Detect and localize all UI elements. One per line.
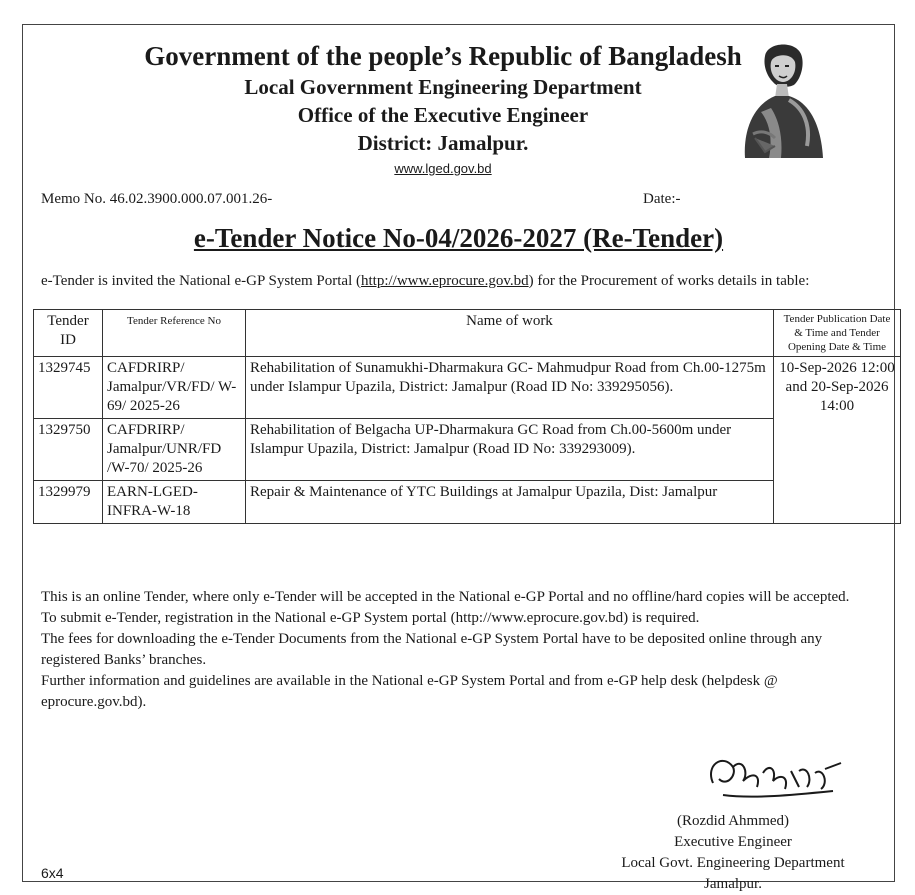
- signatory-name: (Rozdid Ahmmed): [676, 813, 790, 829]
- header-government: Government of the people’s Republic of Bangladesh: [144, 41, 742, 71]
- body-paragraph-online: This is an online Tender, where only e-Tender will be accepted in the National e-GP Portal and no offline/hard copies will be accepted.: [41, 589, 850, 605]
- date-label: Date:-: [643, 191, 681, 207]
- header-department: Local Government Engineering Department: [244, 75, 642, 99]
- cell-publication: 10-Sep-2026 12:00 and 20-Sep-2026 14:00: [774, 357, 901, 524]
- table-row: [34, 419, 901, 481]
- cell-tender-id: 1329979: [34, 481, 103, 524]
- cell-work: Rehabilitation of Sunamukhi-Dharmakura GC- Mahmudpur Road from Ch.00-1275m under Islampur Upazila, District: Jamalpur (Road ID No: 339295056).: [246, 357, 774, 419]
- signatory-block: [583, 811, 883, 895]
- tender-table: [33, 309, 901, 524]
- table-row: [34, 357, 901, 419]
- intro-text: [41, 273, 809, 290]
- cell-work: Rehabilitation of Belgacha UP-Dharmakura GC Road from Ch.00-5600m under Islampur Upazila, District: Jamalpur (Road ID No: 339293009).: [246, 419, 774, 481]
- cell-tender-id: 1329750: [34, 419, 103, 481]
- intro-before: e-Tender is invited the National e-GP System Portal (: [41, 273, 361, 289]
- signatory-location: Jamalpur.: [704, 876, 762, 892]
- body-paragraph-registration: To submit e-Tender, registration in the National e-GP System portal (http://www.eprocure.gov.bd) is required.: [41, 610, 700, 626]
- header-district: District: Jamalpur.: [357, 131, 529, 155]
- notice-body: [41, 587, 883, 713]
- cell-work: Repair & Maintenance of YTC Buildings at Jamalpur Upazila, Dist: Jamalpur: [246, 481, 774, 524]
- header-name-of-work: Name of work: [246, 310, 774, 357]
- signatory-designation: Executive Engineer: [674, 834, 792, 850]
- portrait-illustration: [725, 38, 835, 166]
- header-office: Office of the Executive Engineer: [297, 103, 589, 127]
- notice-title: e-Tender Notice No-04/2026-2027 (Re-Tender): [193, 223, 724, 253]
- signatory-department: Local Govt. Engineering Department: [621, 855, 845, 871]
- header-reference: Tender Reference No: [103, 310, 246, 357]
- notice-frame: [22, 24, 895, 892]
- body-paragraph-helpdesk: Further information and guidelines are available in the National e-GP System Portal and from e-GP help desk (helpdesk @ eprocure.gov.bd).: [41, 673, 778, 710]
- cell-tender-id: 1329745: [34, 357, 103, 419]
- body-paragraph-fees: The fees for downloading the e-Tender Documents from the National e-GP System Portal have to be deposited online through any registered Banks’ branches.: [41, 631, 823, 668]
- cell-reference: EARN-LGED-INFRA-W-18: [103, 481, 246, 524]
- memo-number: Memo No. 46.02.3900.000.07.001.26-: [41, 191, 273, 207]
- table-header-row: [34, 310, 901, 357]
- header-tender-id: Tender ID: [34, 310, 103, 357]
- signature-image: [703, 743, 853, 811]
- website-link[interactable]: www.lged.gov.bd: [394, 161, 492, 176]
- eprocure-link[interactable]: http://www.eprocure.gov.bd: [361, 273, 529, 289]
- intro-after: ) for the Procurement of works details in table:: [528, 273, 810, 289]
- cell-reference: CAFDRIRP/ Jamalpur/UNR/FD /W-70/ 2025-26: [103, 419, 246, 481]
- header-publication: Tender Publication Date & Time and Tender Opening Date & Time: [774, 310, 901, 357]
- table-row: [34, 481, 901, 524]
- ad-size-code: 6x4: [41, 865, 64, 881]
- cell-reference: CAFDRIRP/ Jamalpur/VR/FD/ W-69/ 2025-26: [103, 357, 246, 419]
